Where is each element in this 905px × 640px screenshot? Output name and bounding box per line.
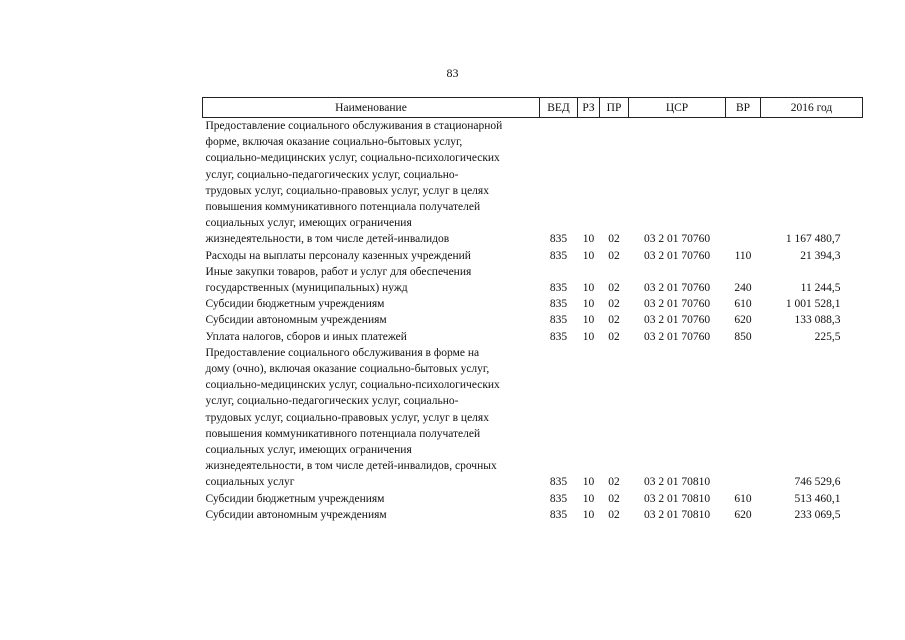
row-name-line: Субсидии автономным учреждениям <box>205 508 387 521</box>
row-pr: 02 <box>608 330 620 343</box>
table-header-row <box>203 98 863 118</box>
row-vr: 850 <box>734 330 752 343</box>
row-ved: 835 <box>549 476 568 489</box>
header-vr: ВР <box>726 98 761 118</box>
row-pr: 02 <box>608 476 620 489</box>
row-amount: 1 001 528,1 <box>785 298 841 311</box>
row-name-line: дому (очно), включая оказание социально-бытовых услуг, <box>205 363 490 376</box>
row-name-line: трудовых услуг, социально-правовых услуг, услуг в целях <box>205 184 489 197</box>
row-ved: 835 <box>549 508 568 521</box>
header-ved: ВЕД <box>540 98 578 118</box>
row-name-line: социальных услуг <box>205 476 295 489</box>
row-rz: 10 <box>582 314 595 327</box>
row-name-line: социальных услуг, имеющих ограничения <box>205 217 412 230</box>
row-amount: 225,5 <box>814 330 841 343</box>
header-rz: РЗ <box>578 98 600 118</box>
table-row <box>203 118 863 248</box>
row-csr: 03 2 01 70760 <box>643 249 711 262</box>
row-csr: 03 2 01 70760 <box>643 298 711 311</box>
row-vr: 610 <box>734 492 752 505</box>
row-ved: 835 <box>549 282 568 295</box>
row-name-line: Расходы на выплаты персоналу казенных учреждений <box>205 249 471 262</box>
row-csr: 03 2 01 70810 <box>643 492 711 505</box>
row-pr: 02 <box>608 492 620 505</box>
budget-table <box>202 97 863 523</box>
row-amount: 1 167 480,7 <box>785 233 841 246</box>
row-csr: 03 2 01 70760 <box>643 314 711 327</box>
header-year: 2016 год <box>761 98 863 118</box>
row-ved: 835 <box>549 330 568 343</box>
row-rz: 10 <box>582 233 595 246</box>
row-rz: 10 <box>582 508 595 521</box>
table-row <box>203 491 863 507</box>
row-vr <box>726 118 761 248</box>
row-pr: 02 <box>608 508 620 521</box>
row-name-line: жизнедеятельности, в том числе детей-инвалидов <box>205 233 450 246</box>
row-vr: 620 <box>734 508 752 521</box>
row-vr: 240 <box>734 282 752 295</box>
row-csr: 03 2 01 70810 <box>643 508 711 521</box>
row-csr: 03 2 01 70760 <box>643 233 711 246</box>
row-rz: 10 <box>582 330 595 343</box>
row-rz: 10 <box>582 249 595 262</box>
table-row <box>203 312 863 328</box>
row-name-line: социально-медицинских услуг, социально-психологических <box>205 152 500 165</box>
row-rz: 10 <box>582 476 595 489</box>
table-row <box>203 248 863 264</box>
row-name-line: Уплата налогов, сборов и иных платежей <box>205 330 407 343</box>
row-name-line: социальных услуг, имеющих ограничения <box>205 444 412 457</box>
row-name-line: социально-медицинских услуг, социально-психологических <box>205 379 500 392</box>
row-rz: 10 <box>582 492 595 505</box>
header-name: Наименование <box>203 98 540 118</box>
row-pr: 02 <box>608 249 620 262</box>
row-name <box>203 491 540 507</box>
row-pr: 02 <box>608 233 620 246</box>
row-amount: 233 069,5 <box>794 508 841 521</box>
row-name <box>203 507 540 523</box>
row-name-line: Субсидии автономным учреждениям <box>205 314 387 327</box>
row-rz: 10 <box>582 282 595 295</box>
row-ved: 835 <box>549 233 568 246</box>
row-vr: 110 <box>734 249 752 262</box>
row-name-line: Субсидии бюджетным учреждениям <box>205 492 385 505</box>
table-row <box>203 345 863 491</box>
row-csr: 03 2 01 70760 <box>643 330 711 343</box>
row-name-line: Иные закупки товаров, работ и услуг для обеспечения <box>205 265 472 278</box>
row-name <box>203 264 540 296</box>
table-row <box>203 329 863 345</box>
row-amount: 746 529,6 <box>794 476 841 489</box>
row-name-line: Субсидии бюджетным учреждениям <box>205 298 385 311</box>
row-csr: 03 2 01 70760 <box>643 282 711 295</box>
row-name <box>203 118 540 248</box>
row-ved: 835 <box>549 314 568 327</box>
row-name <box>203 312 540 328</box>
row-ved: 835 <box>549 249 568 262</box>
table-body <box>203 118 863 524</box>
row-ved: 835 <box>549 298 568 311</box>
page-number: 83 <box>446 66 459 80</box>
row-amount: 513 460,1 <box>794 492 841 505</box>
table-row <box>203 507 863 523</box>
row-name <box>203 345 540 491</box>
row-name <box>203 248 540 264</box>
row-name-line: повышения коммуникативного потенциала получателей <box>205 201 481 214</box>
row-name <box>203 329 540 345</box>
row-name <box>203 296 540 312</box>
row-ved: 835 <box>549 492 568 505</box>
row-pr: 02 <box>608 282 620 295</box>
row-csr: 03 2 01 70810 <box>643 476 711 489</box>
row-name-line: форме, включая оказание социально-бытовых услуг, <box>205 136 463 149</box>
row-vr: 610 <box>734 298 752 311</box>
row-name-line: услуг, социально-педагогических услуг, социально- <box>205 168 459 181</box>
header-csr: ЦСР <box>629 98 726 118</box>
row-vr: 620 <box>734 314 752 327</box>
row-name-line: жизнедеятельности, в том числе детей-инвалидов, срочных <box>205 460 497 473</box>
row-amount: 11 244,5 <box>800 282 841 295</box>
table-row <box>203 264 863 296</box>
header-pr: ПР <box>600 98 629 118</box>
row-name-line: повышения коммуникативного потенциала получателей <box>205 427 481 440</box>
row-amount: 133 088,3 <box>794 314 841 327</box>
row-name-line: трудовых услуг, социально-правовых услуг, услуг в целях <box>205 411 489 424</box>
table-row <box>203 296 863 312</box>
row-vr <box>726 345 761 491</box>
row-name-line: Предоставление социального обслуживания в форме на <box>205 346 480 359</box>
row-pr: 02 <box>608 298 620 311</box>
row-name-line: Предоставление социального обслуживания в стационарной <box>205 120 503 132</box>
row-rz: 10 <box>582 298 595 311</box>
row-amount: 21 394,3 <box>800 249 841 262</box>
row-pr: 02 <box>608 314 620 327</box>
row-name-line: государственных (муниципальных) нужд <box>205 282 408 295</box>
row-name-line: услуг, социально-педагогических услуг, социально- <box>205 395 459 408</box>
